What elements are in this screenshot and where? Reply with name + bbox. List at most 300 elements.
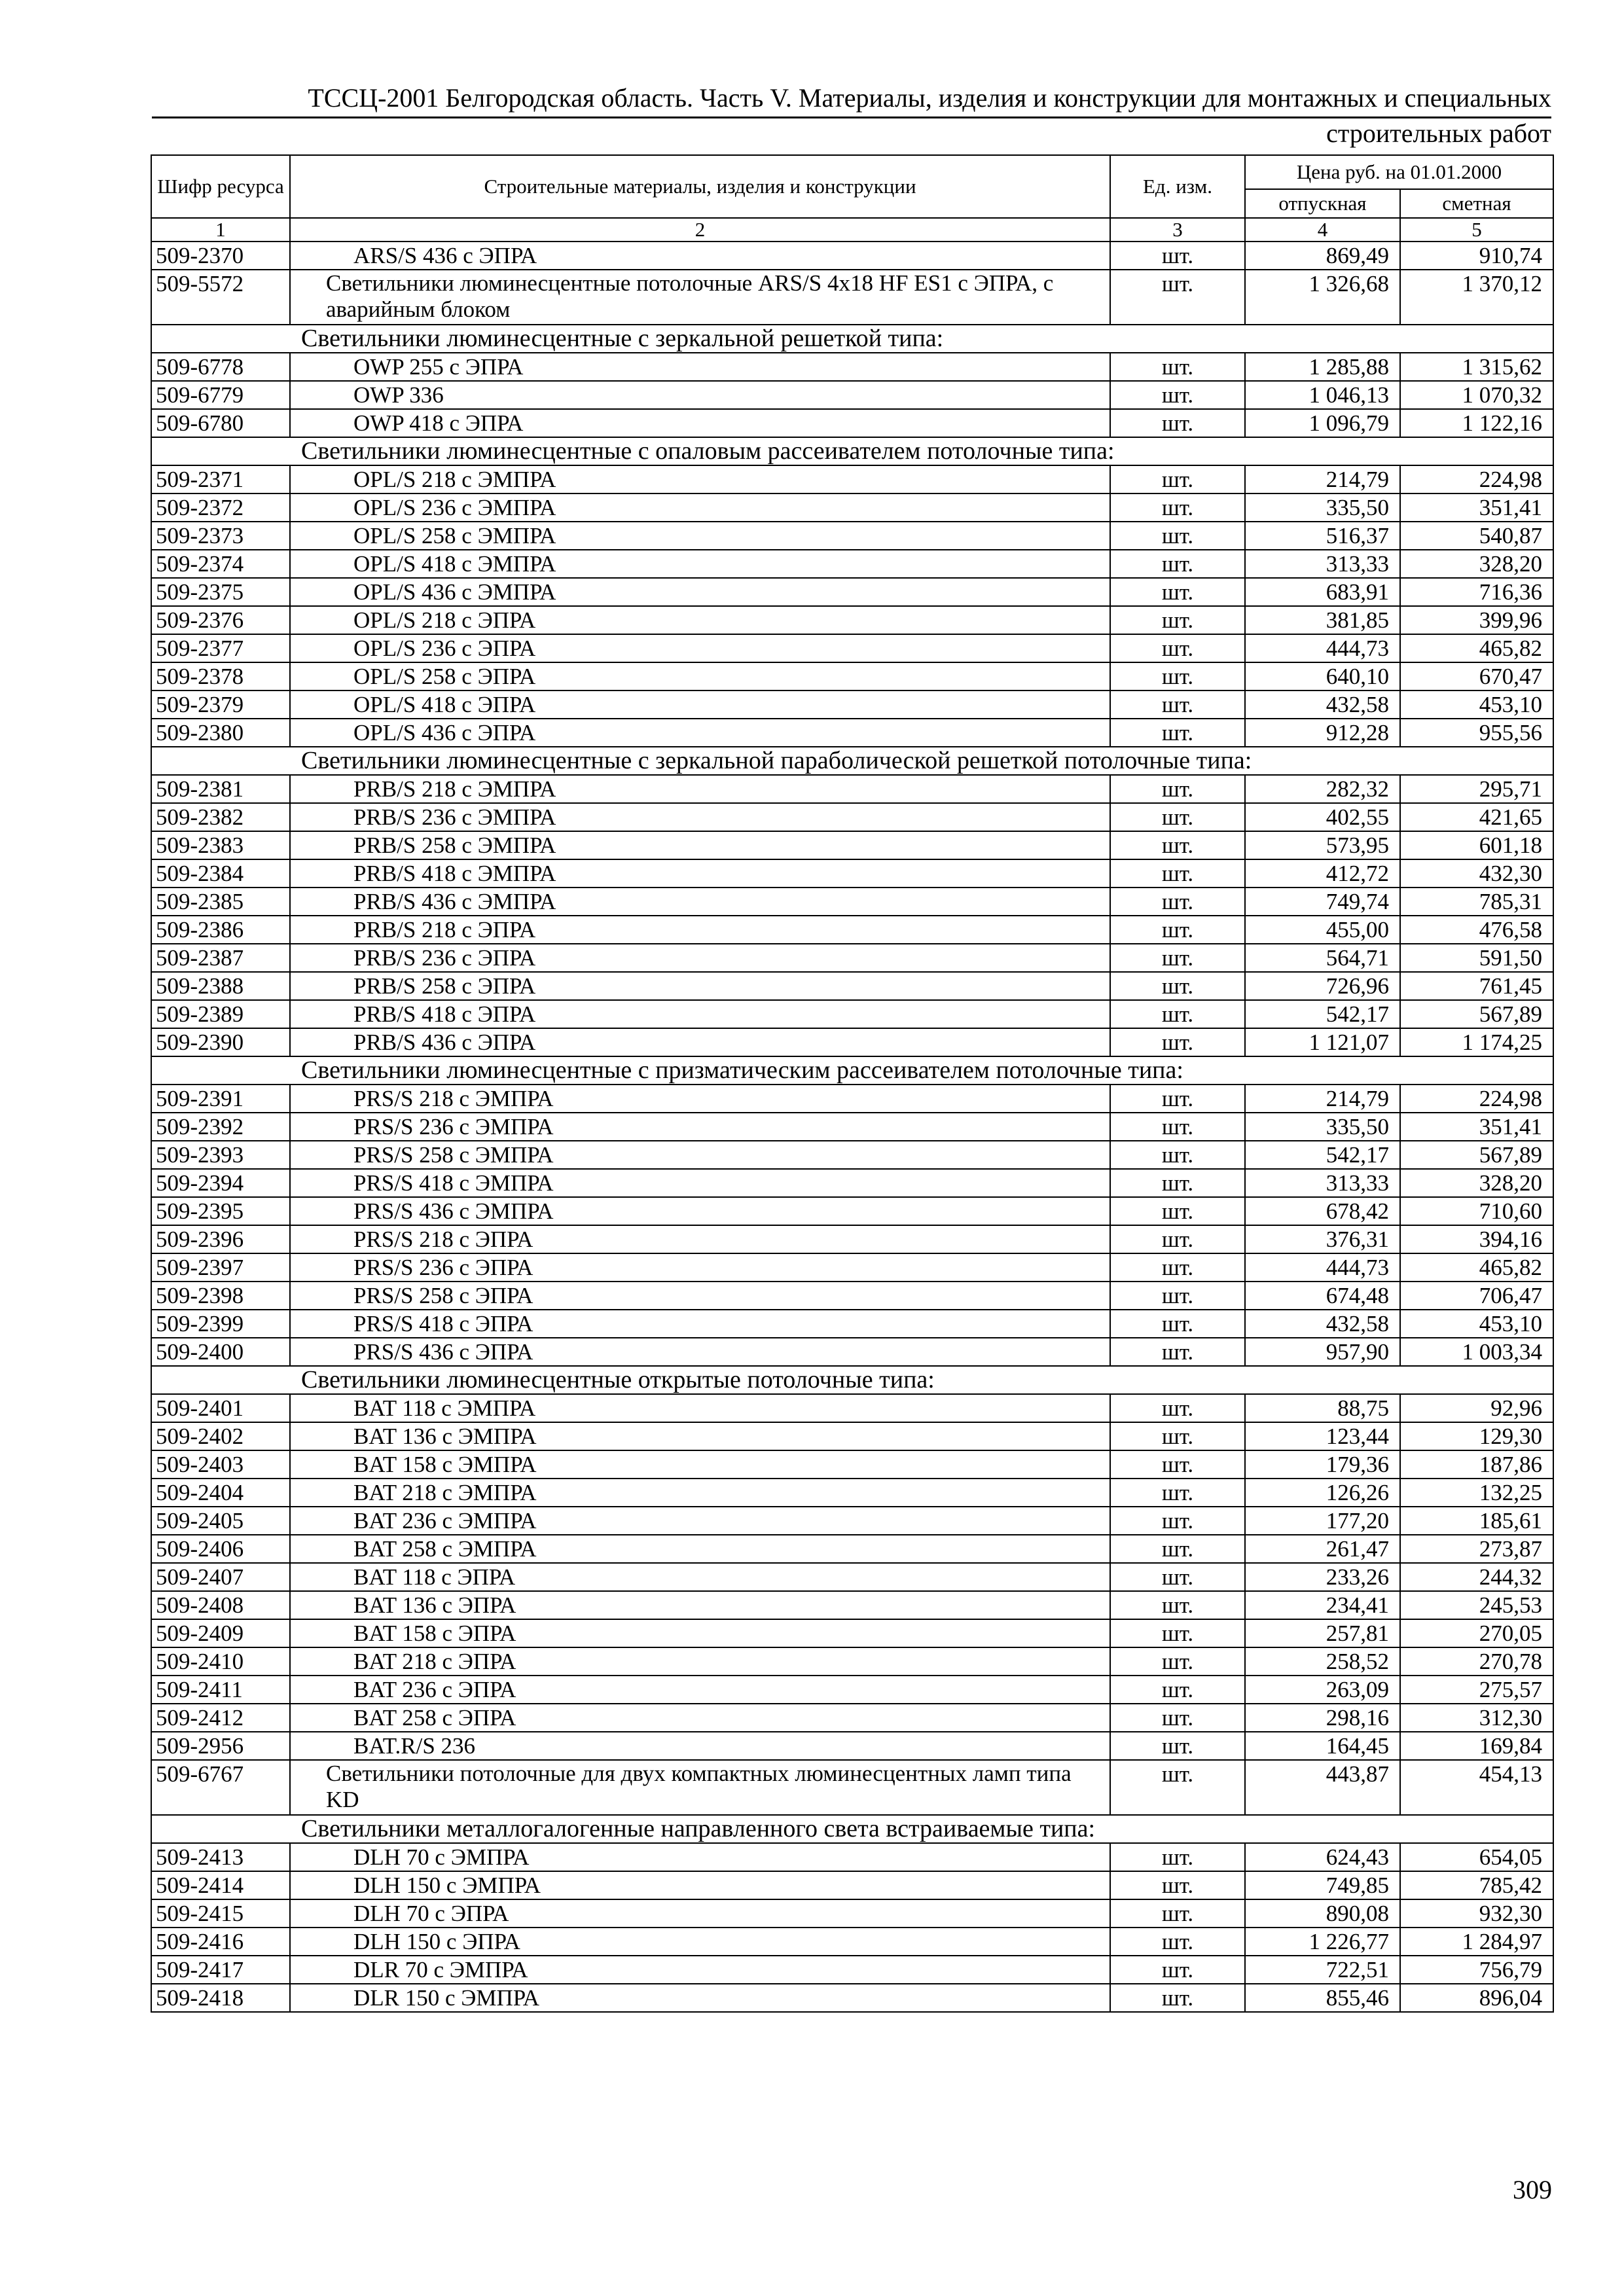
estimate-price: 1 370,12 [1400, 270, 1553, 325]
release-price: 214,79 [1245, 465, 1400, 493]
material-name: PRS/S 218 с ЭМПРА [290, 1085, 1110, 1113]
table-row [151, 1113, 1553, 1141]
unit-of-measure: шт. [1110, 1253, 1245, 1282]
release-price: 335,50 [1245, 1113, 1400, 1141]
release-price: 542,17 [1245, 1000, 1400, 1028]
material-name: PRB/S 418 с ЭПРА [290, 1000, 1110, 1028]
material-name: DLH 70 с ЭМПРА [290, 1843, 1110, 1871]
estimate-price: 1 122,16 [1400, 409, 1553, 437]
release-price: 678,42 [1245, 1197, 1400, 1225]
unit-of-measure: шт. [1110, 719, 1245, 747]
resource-code: 509-2397 [151, 1253, 290, 1282]
estimate-price: 785,31 [1400, 888, 1553, 916]
estimate-price: 601,18 [1400, 831, 1553, 859]
table-row [151, 1085, 1553, 1113]
table-row [151, 1760, 1553, 1815]
section-header-row [151, 437, 1553, 465]
table-row [151, 803, 1553, 831]
estimate-price: 351,41 [1400, 1113, 1553, 1141]
resource-code: 509-2394 [151, 1169, 290, 1197]
col-header-price: Цена руб. на 01.01.2000 [1245, 155, 1553, 189]
release-price: 890,08 [1245, 1899, 1400, 1928]
table-row [151, 831, 1553, 859]
unit-of-measure: шт. [1110, 1338, 1245, 1366]
release-price: 234,41 [1245, 1591, 1400, 1619]
material-name: BAT 118 с ЭМПРА [290, 1394, 1110, 1422]
unit-of-measure: шт. [1110, 944, 1245, 972]
table-row [151, 859, 1553, 888]
estimate-price: 591,50 [1400, 944, 1553, 972]
material-name: BAT 236 с ЭПРА [290, 1676, 1110, 1704]
table-row [151, 1450, 1553, 1479]
unit-of-measure: шт. [1110, 1113, 1245, 1141]
resource-code: 509-5572 [151, 270, 290, 325]
table-row [151, 1732, 1553, 1760]
section-header-row [151, 1815, 1553, 1843]
table-row [151, 578, 1553, 606]
unit-of-measure: шт. [1110, 1676, 1245, 1704]
release-price: 126,26 [1245, 1479, 1400, 1507]
table-row [151, 1928, 1553, 1956]
unit-of-measure: шт. [1110, 1479, 1245, 1507]
table-row [151, 353, 1553, 381]
table-row [151, 1563, 1553, 1591]
material-name: OPL/S 236 с ЭПРА [290, 634, 1110, 662]
estimate-price: 540,87 [1400, 522, 1553, 550]
resource-code: 509-2418 [151, 1984, 290, 2012]
estimate-price: 169,84 [1400, 1732, 1553, 1760]
estimate-price: 1 003,34 [1400, 1338, 1553, 1366]
material-name: PRB/S 436 с ЭМПРА [290, 888, 1110, 916]
table-row [151, 1591, 1553, 1619]
table-row [151, 1984, 1553, 2012]
material-name: BAT 118 с ЭПРА [290, 1563, 1110, 1591]
material-name: Светильники люминесцентные потолочные ARS/S 4x18 HF ES1 с ЭПРА, с аварийным блоком [290, 270, 1110, 325]
unit-of-measure: шт. [1110, 1225, 1245, 1253]
table-row [151, 550, 1553, 578]
unit-of-measure: шт. [1110, 1141, 1245, 1169]
col-header-unit: Ед. изм. [1110, 155, 1245, 218]
unit-of-measure: шт. [1110, 381, 1245, 409]
release-price: 179,36 [1245, 1450, 1400, 1479]
resource-code: 509-2375 [151, 578, 290, 606]
material-name: PRB/S 418 с ЭМПРА [290, 859, 1110, 888]
table-row [151, 1225, 1553, 1253]
release-price: 282,32 [1245, 775, 1400, 803]
release-price: 1 226,77 [1245, 1928, 1400, 1956]
column-number: 2 [290, 218, 1110, 242]
table-row [151, 1647, 1553, 1676]
resource-code: 509-2956 [151, 1732, 290, 1760]
estimate-price: 567,89 [1400, 1141, 1553, 1169]
release-price: 564,71 [1245, 944, 1400, 972]
material-name: OPL/S 436 с ЭПРА [290, 719, 1110, 747]
col-header-code: Шифр ресурса [151, 155, 290, 218]
table-row [151, 1169, 1553, 1197]
release-price: 381,85 [1245, 606, 1400, 634]
table-row [151, 775, 1553, 803]
material-name: OPL/S 258 с ЭМПРА [290, 522, 1110, 550]
resource-code: 509-2405 [151, 1507, 290, 1535]
table-row [151, 1843, 1553, 1871]
material-name: PRS/S 418 с ЭМПРА [290, 1169, 1110, 1197]
column-numbers-row [151, 218, 1553, 242]
resource-code: 509-2373 [151, 522, 290, 550]
material-name: OWP 418 с ЭПРА [290, 409, 1110, 437]
estimate-price: 295,71 [1400, 775, 1553, 803]
resource-code: 509-2391 [151, 1085, 290, 1113]
resource-code: 509-6778 [151, 353, 290, 381]
table-row [151, 1338, 1553, 1366]
material-name: BAT 218 с ЭМПРА [290, 1479, 1110, 1507]
section-title: Светильники люминесцентные с зеркальной решеткой типа: [151, 325, 1553, 353]
resource-code: 509-2403 [151, 1450, 290, 1479]
resource-code: 509-2383 [151, 831, 290, 859]
price-table [151, 154, 1554, 2013]
material-name: PRB/S 218 с ЭПРА [290, 916, 1110, 944]
estimate-price: 224,98 [1400, 1085, 1553, 1113]
estimate-price: 394,16 [1400, 1225, 1553, 1253]
material-name: PRS/S 418 с ЭПРА [290, 1310, 1110, 1338]
resource-code: 509-2402 [151, 1422, 290, 1450]
material-name: OWP 336 [290, 381, 1110, 409]
column-number: 5 [1400, 218, 1553, 242]
resource-code: 509-2370 [151, 242, 290, 270]
estimate-price: 654,05 [1400, 1843, 1553, 1871]
unit-of-measure: шт. [1110, 1899, 1245, 1928]
material-name: BAT 236 с ЭМПРА [290, 1507, 1110, 1535]
unit-of-measure: шт. [1110, 1535, 1245, 1563]
resource-code: 509-2417 [151, 1956, 290, 1984]
table-row [151, 1871, 1553, 1899]
unit-of-measure: шт. [1110, 1843, 1245, 1871]
section-title: Светильники люминесцентные с призматическим рассеивателем потолочные типа: [151, 1056, 1553, 1085]
estimate-price: 476,58 [1400, 916, 1553, 944]
unit-of-measure: шт. [1110, 1871, 1245, 1899]
table-row [151, 270, 1553, 325]
unit-of-measure: шт. [1110, 634, 1245, 662]
material-name: BAT 136 с ЭПРА [290, 1591, 1110, 1619]
resource-code: 509-2415 [151, 1899, 290, 1928]
unit-of-measure: шт. [1110, 1028, 1245, 1056]
table-row [151, 1619, 1553, 1647]
material-name: Светильники потолочные для двух компактных люминесцентных ламп типа KD [290, 1760, 1110, 1815]
table-row [151, 1310, 1553, 1338]
estimate-price: 710,60 [1400, 1197, 1553, 1225]
resource-code: 509-2408 [151, 1591, 290, 1619]
release-price: 402,55 [1245, 803, 1400, 831]
unit-of-measure: шт. [1110, 550, 1245, 578]
unit-of-measure: шт. [1110, 803, 1245, 831]
table-row [151, 1899, 1553, 1928]
estimate-price: 328,20 [1400, 1169, 1553, 1197]
resource-code: 509-2398 [151, 1282, 290, 1310]
section-title: Светильники люминесцентные с зеркальной параболической решеткой потолочные типа: [151, 747, 1553, 775]
release-price: 164,45 [1245, 1732, 1400, 1760]
material-name: PRB/S 258 с ЭМПРА [290, 831, 1110, 859]
release-price: 640,10 [1245, 662, 1400, 691]
resource-code: 509-6780 [151, 409, 290, 437]
estimate-price: 129,30 [1400, 1422, 1553, 1450]
material-name: PRS/S 236 с ЭПРА [290, 1253, 1110, 1282]
resource-code: 509-2371 [151, 465, 290, 493]
resource-code: 509-2400 [151, 1338, 290, 1366]
resource-code: 509-2404 [151, 1479, 290, 1507]
estimate-price: 312,30 [1400, 1704, 1553, 1732]
table-row [151, 916, 1553, 944]
resource-code: 509-2392 [151, 1113, 290, 1141]
unit-of-measure: шт. [1110, 270, 1245, 325]
material-name: PRB/S 218 с ЭМПРА [290, 775, 1110, 803]
release-price: 432,58 [1245, 1310, 1400, 1338]
estimate-price: 465,82 [1400, 1253, 1553, 1282]
table-row [151, 944, 1553, 972]
release-price: 912,28 [1245, 719, 1400, 747]
resource-code: 509-2374 [151, 550, 290, 578]
material-name: OPL/S 418 с ЭПРА [290, 691, 1110, 719]
material-name: OPL/S 436 с ЭМПРА [290, 578, 1110, 606]
unit-of-measure: шт. [1110, 1000, 1245, 1028]
material-name: BAT.R/S 236 [290, 1732, 1110, 1760]
resource-code: 509-2410 [151, 1647, 290, 1676]
material-name: PRS/S 236 с ЭМПРА [290, 1113, 1110, 1141]
estimate-price: 465,82 [1400, 634, 1553, 662]
release-price: 722,51 [1245, 1956, 1400, 1984]
material-name: DLH 70 с ЭПРА [290, 1899, 1110, 1928]
table-row [151, 1704, 1553, 1732]
document-header-title: ТССЦ-2001 Белгородская область. Часть V. Материалы, изделия и конструкции для монтажных и специальных [308, 83, 1551, 113]
resource-code: 509-2396 [151, 1225, 290, 1253]
section-header-row [151, 1366, 1553, 1394]
material-name: OWP 255 с ЭПРА [290, 353, 1110, 381]
release-price: 177,20 [1245, 1507, 1400, 1535]
release-price: 1 121,07 [1245, 1028, 1400, 1056]
resource-code: 509-2379 [151, 691, 290, 719]
estimate-price: 1 070,32 [1400, 381, 1553, 409]
estimate-price: 185,61 [1400, 1507, 1553, 1535]
unit-of-measure: шт. [1110, 1394, 1245, 1422]
unit-of-measure: шт. [1110, 662, 1245, 691]
unit-of-measure: шт. [1110, 888, 1245, 916]
table-row [151, 1422, 1553, 1450]
unit-of-measure: шт. [1110, 465, 1245, 493]
resource-code: 509-2372 [151, 493, 290, 522]
material-name: PRB/S 236 с ЭПРА [290, 944, 1110, 972]
resource-code: 509-2385 [151, 888, 290, 916]
release-price: 869,49 [1245, 242, 1400, 270]
unit-of-measure: шт. [1110, 493, 1245, 522]
release-price: 443,87 [1245, 1760, 1400, 1815]
unit-of-measure: шт. [1110, 972, 1245, 1000]
estimate-price: 245,53 [1400, 1591, 1553, 1619]
table-row [151, 493, 1553, 522]
material-name: BAT 218 с ЭПРА [290, 1647, 1110, 1676]
resource-code: 509-2412 [151, 1704, 290, 1732]
col-header-release: отпускная [1245, 189, 1400, 218]
material-name: OPL/S 258 с ЭПРА [290, 662, 1110, 691]
material-name: DLR 70 с ЭМПРА [290, 1956, 1110, 1984]
page-number: 309 [1513, 2175, 1552, 2204]
material-name: BAT 136 с ЭМПРА [290, 1422, 1110, 1450]
release-price: 624,43 [1245, 1843, 1400, 1871]
estimate-price: 244,32 [1400, 1563, 1553, 1591]
unit-of-measure: шт. [1110, 353, 1245, 381]
material-name: ARS/S 436 с ЭПРА [290, 242, 1110, 270]
resource-code: 509-2389 [151, 1000, 290, 1028]
unit-of-measure: шт. [1110, 522, 1245, 550]
table-row [151, 634, 1553, 662]
table-row [151, 1253, 1553, 1282]
estimate-price: 1 174,25 [1400, 1028, 1553, 1056]
resource-code: 509-2409 [151, 1619, 290, 1647]
estimate-price: 399,96 [1400, 606, 1553, 634]
table-row [151, 1000, 1553, 1028]
resource-code: 509-2411 [151, 1676, 290, 1704]
estimate-price: 1 315,62 [1400, 353, 1553, 381]
resource-code: 509-2380 [151, 719, 290, 747]
table-row [151, 606, 1553, 634]
resource-code: 509-6767 [151, 1760, 290, 1815]
table-row [151, 662, 1553, 691]
release-price: 214,79 [1245, 1085, 1400, 1113]
table-row [151, 1479, 1553, 1507]
table-row [151, 691, 1553, 719]
resource-code: 509-2393 [151, 1141, 290, 1169]
release-price: 444,73 [1245, 1253, 1400, 1282]
unit-of-measure: шт. [1110, 1169, 1245, 1197]
release-price: 313,33 [1245, 1169, 1400, 1197]
unit-of-measure: шт. [1110, 1591, 1245, 1619]
resource-code: 509-2376 [151, 606, 290, 634]
estimate-price: 453,10 [1400, 1310, 1553, 1338]
material-name: OPL/S 236 с ЭМПРА [290, 493, 1110, 522]
resource-code: 509-2416 [151, 1928, 290, 1956]
release-price: 1 326,68 [1245, 270, 1400, 325]
release-price: 542,17 [1245, 1141, 1400, 1169]
release-price: 261,47 [1245, 1535, 1400, 1563]
release-price: 233,26 [1245, 1563, 1400, 1591]
estimate-price: 454,13 [1400, 1760, 1553, 1815]
estimate-price: 270,78 [1400, 1647, 1553, 1676]
estimate-price: 270,05 [1400, 1619, 1553, 1647]
release-price: 313,33 [1245, 550, 1400, 578]
table-row [151, 1028, 1553, 1056]
release-price: 263,09 [1245, 1676, 1400, 1704]
table-row [151, 465, 1553, 493]
material-name: PRB/S 436 с ЭПРА [290, 1028, 1110, 1056]
material-name: PRB/S 236 с ЭМПРА [290, 803, 1110, 831]
unit-of-measure: шт. [1110, 1760, 1245, 1815]
col-header-name: Строительные материалы, изделия и конструкции [290, 155, 1110, 218]
column-number: 3 [1110, 218, 1245, 242]
unit-of-measure: шт. [1110, 1197, 1245, 1225]
unit-of-measure: шт. [1110, 859, 1245, 888]
table-row [151, 972, 1553, 1000]
resource-code: 509-2381 [151, 775, 290, 803]
estimate-price: 567,89 [1400, 1000, 1553, 1028]
section-title: Светильники люминесцентные с опаловым рассеивателем потолочные типа: [151, 437, 1553, 465]
table-row [151, 522, 1553, 550]
release-price: 1 096,79 [1245, 409, 1400, 437]
resource-code: 509-2406 [151, 1535, 290, 1563]
estimate-price: 785,42 [1400, 1871, 1553, 1899]
table-row [151, 1535, 1553, 1563]
unit-of-measure: шт. [1110, 831, 1245, 859]
material-name: OPL/S 418 с ЭМПРА [290, 550, 1110, 578]
release-price: 855,46 [1245, 1984, 1400, 2012]
section-title: Светильники металлогалогенные направленного света встраиваемые типа: [151, 1815, 1553, 1843]
unit-of-measure: шт. [1110, 916, 1245, 944]
material-name: PRS/S 436 с ЭПРА [290, 1338, 1110, 1366]
unit-of-measure: шт. [1110, 578, 1245, 606]
estimate-price: 716,36 [1400, 578, 1553, 606]
estimate-price: 187,86 [1400, 1450, 1553, 1479]
unit-of-measure: шт. [1110, 242, 1245, 270]
estimate-price: 756,79 [1400, 1956, 1553, 1984]
material-name: BAT 258 с ЭМПРА [290, 1535, 1110, 1563]
table-row [151, 1676, 1553, 1704]
table-row [151, 888, 1553, 916]
release-price: 674,48 [1245, 1282, 1400, 1310]
resource-code: 509-2377 [151, 634, 290, 662]
unit-of-measure: шт. [1110, 1310, 1245, 1338]
release-price: 957,90 [1245, 1338, 1400, 1366]
release-price: 516,37 [1245, 522, 1400, 550]
col-header-estimate: сметная [1400, 189, 1553, 218]
estimate-price: 910,74 [1400, 242, 1553, 270]
estimate-price: 706,47 [1400, 1282, 1553, 1310]
unit-of-measure: шт. [1110, 1563, 1245, 1591]
material-name: OPL/S 218 с ЭМПРА [290, 465, 1110, 493]
release-price: 1 046,13 [1245, 381, 1400, 409]
estimate-price: 670,47 [1400, 662, 1553, 691]
resource-code: 509-2382 [151, 803, 290, 831]
resource-code: 509-2399 [151, 1310, 290, 1338]
release-price: 455,00 [1245, 916, 1400, 944]
unit-of-measure: шт. [1110, 775, 1245, 803]
unit-of-measure: шт. [1110, 606, 1245, 634]
release-price: 376,31 [1245, 1225, 1400, 1253]
estimate-price: 932,30 [1400, 1899, 1553, 1928]
resource-code: 509-2395 [151, 1197, 290, 1225]
unit-of-measure: шт. [1110, 1928, 1245, 1956]
section-title: Светильники люминесцентные открытые потолочные типа: [151, 1366, 1553, 1394]
unit-of-measure: шт. [1110, 1732, 1245, 1760]
estimate-price: 453,10 [1400, 691, 1553, 719]
resource-code: 509-2401 [151, 1394, 290, 1422]
material-name: PRS/S 258 с ЭМПРА [290, 1141, 1110, 1169]
release-price: 432,58 [1245, 691, 1400, 719]
material-name: DLR 150 с ЭМПРА [290, 1984, 1110, 2012]
estimate-price: 1 284,97 [1400, 1928, 1553, 1956]
resource-code: 509-6779 [151, 381, 290, 409]
release-price: 1 285,88 [1245, 353, 1400, 381]
material-name: BAT 158 с ЭМПРА [290, 1450, 1110, 1479]
estimate-price: 328,20 [1400, 550, 1553, 578]
material-name: PRS/S 436 с ЭМПРА [290, 1197, 1110, 1225]
release-price: 573,95 [1245, 831, 1400, 859]
table-row [151, 381, 1553, 409]
resource-code: 509-2378 [151, 662, 290, 691]
table-row [151, 1282, 1553, 1310]
material-name: PRS/S 258 с ЭПРА [290, 1282, 1110, 1310]
unit-of-measure: шт. [1110, 409, 1245, 437]
estimate-price: 351,41 [1400, 493, 1553, 522]
release-price: 683,91 [1245, 578, 1400, 606]
resource-code: 509-2387 [151, 944, 290, 972]
release-price: 88,75 [1245, 1394, 1400, 1422]
table-row [151, 409, 1553, 437]
